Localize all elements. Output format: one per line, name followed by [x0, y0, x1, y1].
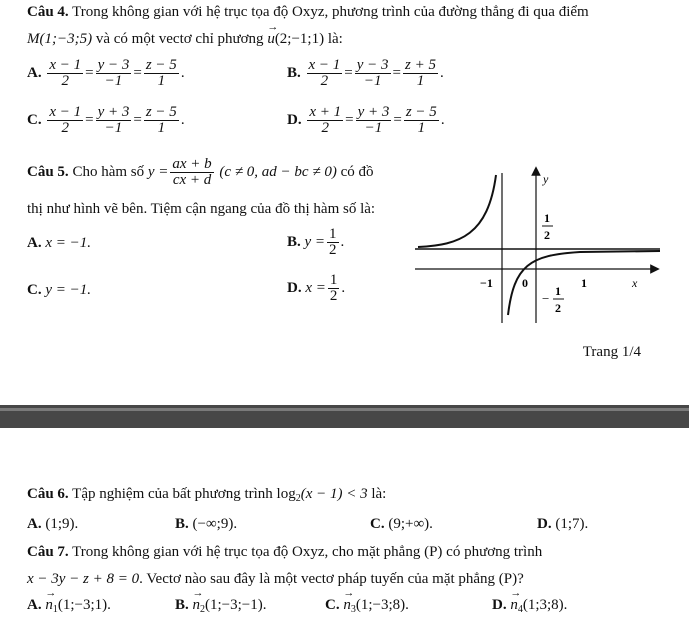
q5-text-2: có đồ — [340, 164, 374, 180]
q4-b-end: . — [439, 65, 444, 81]
q4-d-frac-x — [307, 105, 343, 136]
q5-option-c-key: C. — [27, 282, 42, 298]
q4-a-frac-z-num: z − 5 — [145, 57, 177, 73]
q4-option-b-key: B. — [287, 65, 301, 81]
q7-option-a-value: (1;−3;1). — [57, 597, 111, 613]
q7-equation: x − 3y − z + 8 = 0 — [27, 571, 140, 587]
q7-option-c-key: C. — [325, 597, 340, 613]
q5-option-d-lhs: x = — [305, 280, 326, 296]
q4-option-c[interactable]: C. $\frac{x - 1}{2}$ = $\frac{y + 3}{-1}$ = $\frac{z - 5}{1}$ . — [27, 104, 185, 136]
q4-vector-coords: (2;−1;1) — [274, 31, 325, 47]
q6-option-b-value: (−∞;9). — [192, 516, 238, 532]
q7-text-2: . Vectơ nào sau đây là một vectơ pháp tuyến của mặt phẳng (P)? — [139, 571, 524, 587]
neg-half-denominator: 2 — [555, 301, 561, 315]
q6-option-a-value: (1;9). — [45, 516, 79, 532]
q7-option-b-value: (1;−3;−1). — [205, 597, 267, 613]
q4-c-frac-x — [47, 105, 83, 136]
page-number: Trang 1/4 — [582, 344, 641, 360]
q6-option-d-value: (1;7). — [555, 516, 589, 532]
q5-line-1 — [27, 157, 374, 188]
q4-point: M(1;−3;5) — [27, 31, 93, 47]
q5-option-b[interactable] — [287, 227, 344, 258]
q4-line-1 — [27, 3, 589, 21]
q7-option-a-key: A. — [27, 597, 42, 613]
q7-label: Câu 7. — [27, 544, 69, 560]
q7-option-d-value: (1;3;8). — [522, 597, 568, 613]
q4-option-d-key: D. — [287, 112, 302, 128]
q7-option-a-sub: 1 — [52, 604, 58, 615]
q4-a-frac-z-den: 1 — [157, 73, 166, 89]
q4-option-b[interactable]: B. $\frac{x - 1}{2}$ = $\frac{y - 3}{-1}$ = $\frac{z + 5}{1}$ . — [287, 57, 444, 89]
one-label: 1 — [581, 276, 587, 290]
q4-b-frac-z-den: 1 — [416, 73, 425, 89]
q4-text-2: và có một vectơ chỉ phương — [95, 31, 264, 47]
q5-option-d-num: 1 — [329, 272, 338, 288]
q4-d-end: . — [440, 112, 445, 128]
q5-option-b-key: B. — [287, 234, 301, 250]
neg-half-sign: − — [542, 291, 550, 306]
q6-option-a[interactable] — [27, 515, 78, 533]
q7-option-d-key: D. — [492, 597, 507, 613]
q7-option-a-vector: → n — [45, 596, 53, 614]
q5-label: Câu 5. — [27, 164, 69, 180]
q4-d-frac-x-num: x + 1 — [309, 104, 342, 120]
q6-text: Tập nghiệm của bất phương trình — [72, 486, 273, 502]
q6-option-c[interactable] — [370, 515, 433, 533]
minus-one-label: −1 — [480, 276, 493, 290]
q4-b-frac-y — [355, 58, 391, 89]
q7-option-d[interactable] — [492, 596, 567, 619]
q5-option-b-den: 2 — [329, 242, 337, 258]
q4-b-frac-x-num: x − 1 — [308, 57, 341, 73]
q4-option-d[interactable]: D. $\frac{x + 1}{2}$ = $\frac{y + 3}{-1}$ = $\frac{z - 5}{1}$ . — [287, 104, 445, 136]
q6-option-d[interactable] — [537, 515, 588, 533]
q4-a-frac-x-num: x − 1 — [49, 57, 82, 73]
q4-d-frac-z-num: z − 5 — [405, 104, 437, 120]
q4-c-frac-z-num: z − 5 — [145, 104, 177, 120]
q6-option-a-key: A. — [27, 516, 42, 532]
q5-option-a-value: x = −1. — [45, 235, 91, 251]
origin-label: 0 — [522, 276, 528, 290]
q5-option-d-den: 2 — [329, 288, 338, 304]
q5-function-den: cx + d — [172, 172, 212, 188]
q4-a-frac-z — [144, 58, 179, 89]
q5-function-num: ax + b — [172, 156, 212, 172]
half-denominator: 2 — [544, 228, 550, 242]
q7-line-1 — [27, 543, 542, 561]
q4-b-frac-x — [307, 58, 343, 89]
q4-b-frac-y-num: y − 3 — [356, 57, 389, 73]
q5-text-3: thị như hình vẽ bên. Tiệm cận ngang của đồ thị hàm số là: — [27, 201, 376, 217]
q4-c-frac-x-den: 2 — [61, 120, 69, 136]
q7-text-1: Trong không gian với hệ trục tọa độ Oxyz, cho mặt phẳng (P) có phương trình — [72, 544, 543, 560]
q4-a-frac-y-num: y − 3 — [97, 57, 130, 73]
page-separator — [0, 405, 689, 428]
q4-b-frac-z-num: z + 5 — [405, 57, 436, 73]
q4-c-frac-z — [144, 105, 179, 136]
q7-option-b[interactable] — [175, 596, 267, 619]
q4-d-frac-y — [356, 105, 392, 136]
q5-function-frac — [170, 157, 213, 188]
q7-option-d-sub: 4 — [517, 604, 523, 615]
q5-option-c[interactable] — [27, 281, 91, 299]
q6-end: là: — [371, 486, 387, 502]
q7-line-2 — [27, 570, 524, 588]
q4-c-frac-y — [96, 105, 132, 136]
q4-a-frac-x-den: 2 — [61, 73, 69, 89]
q4-d-frac-y-den: −1 — [364, 120, 383, 136]
q4-a-frac-y-den: −1 — [104, 73, 123, 89]
q7-option-b-vector: → n — [193, 596, 201, 614]
page-2 — [0, 428, 689, 617]
q4-option-a-key: A. — [27, 65, 42, 81]
x-axis-label: x — [632, 276, 638, 290]
q4-b-frac-z — [403, 58, 438, 89]
q6-option-c-value: (9;+∞). — [388, 516, 433, 532]
q7-option-c-sub: 3 — [350, 604, 356, 615]
q4-option-c-key: C. — [27, 112, 42, 128]
q5-option-d-end: . — [341, 280, 346, 296]
q4-c-frac-y-num: y + 3 — [97, 104, 130, 120]
q6-option-d-key: D. — [537, 516, 552, 532]
curve-left-branch — [418, 175, 496, 247]
q6-label: Câu 6. — [27, 486, 69, 502]
q4-a-frac-x — [47, 58, 83, 89]
q4-d-frac-z-den: 1 — [417, 120, 426, 136]
q5-y-eq: y = — [147, 164, 169, 180]
q4-b-frac-y-den: −1 — [363, 73, 382, 89]
q4-option-a[interactable]: A. $\frac{x - 1}{2}$ = $\frac{y - 3}{-1}$ = $\frac{z - 5}{1}$ . — [27, 57, 185, 89]
q5-option-d-key: D. — [287, 280, 302, 296]
q4-c-end: . — [180, 112, 185, 128]
q4-label: Câu 4. — [27, 4, 69, 20]
q4-a-end: . — [180, 65, 185, 81]
q5-option-b-num: 1 — [329, 226, 337, 242]
q7-option-a[interactable] — [27, 596, 111, 619]
q7-option-c[interactable] — [325, 596, 409, 619]
q6-option-b[interactable] — [175, 515, 237, 533]
q4-vector: → u — [267, 30, 275, 48]
q7-option-c-value: (1;−3;8). — [355, 597, 409, 613]
half-numerator: 1 — [544, 211, 550, 225]
q7-option-d-vector: → n — [510, 596, 518, 614]
y-axis-label: y — [543, 172, 549, 186]
q4-c-frac-y-den: −1 — [104, 120, 123, 136]
q7-option-c-vector: → n — [343, 596, 351, 614]
q5-option-d[interactable] — [287, 273, 345, 304]
q5-option-c-value: y = −1. — [45, 282, 91, 298]
q4-d-frac-y-num: y + 3 — [357, 104, 390, 120]
q7-option-b-sub: 2 — [200, 604, 206, 615]
q4-b-frac-x-den: 2 — [320, 73, 329, 89]
neg-half-numerator: 1 — [555, 284, 561, 298]
q4-c-frac-x-num: x − 1 — [49, 104, 82, 120]
q6-inequality-log: log — [276, 486, 296, 502]
q5-option-b-lhs: y = — [304, 234, 326, 250]
q7-option-b-key: B. — [175, 597, 189, 613]
q5-option-a[interactable] — [27, 234, 91, 252]
q4-text-1: Trong không gian với hệ trục tọa độ Oxyz, phương trình của đường thẳng đi qua điểm — [72, 4, 589, 20]
q5-text-1: Cho hàm số — [72, 164, 145, 180]
q4-a-frac-y — [96, 58, 132, 89]
hyperbola-graph — [410, 165, 670, 325]
q4-text-3: là: — [327, 31, 343, 47]
q5-option-a-key: A. — [27, 235, 42, 251]
q4-c-frac-z-den: 1 — [157, 120, 166, 136]
q5-option-b-end: . — [340, 234, 345, 250]
q5-condition: (c ≠ 0, ad − bc ≠ 0) — [219, 164, 337, 180]
q4-d-frac-x-den: 2 — [321, 120, 329, 136]
q4-line-2 — [27, 30, 343, 48]
q6-inequality-rest: (x − 1) < 3 — [300, 486, 368, 502]
q6-inequality-base: 2 — [295, 493, 301, 504]
q4-d-frac-z — [404, 105, 439, 136]
q6-line — [27, 485, 386, 508]
q6-option-c-key: C. — [370, 516, 385, 532]
q6-option-b-key: B. — [175, 516, 189, 532]
